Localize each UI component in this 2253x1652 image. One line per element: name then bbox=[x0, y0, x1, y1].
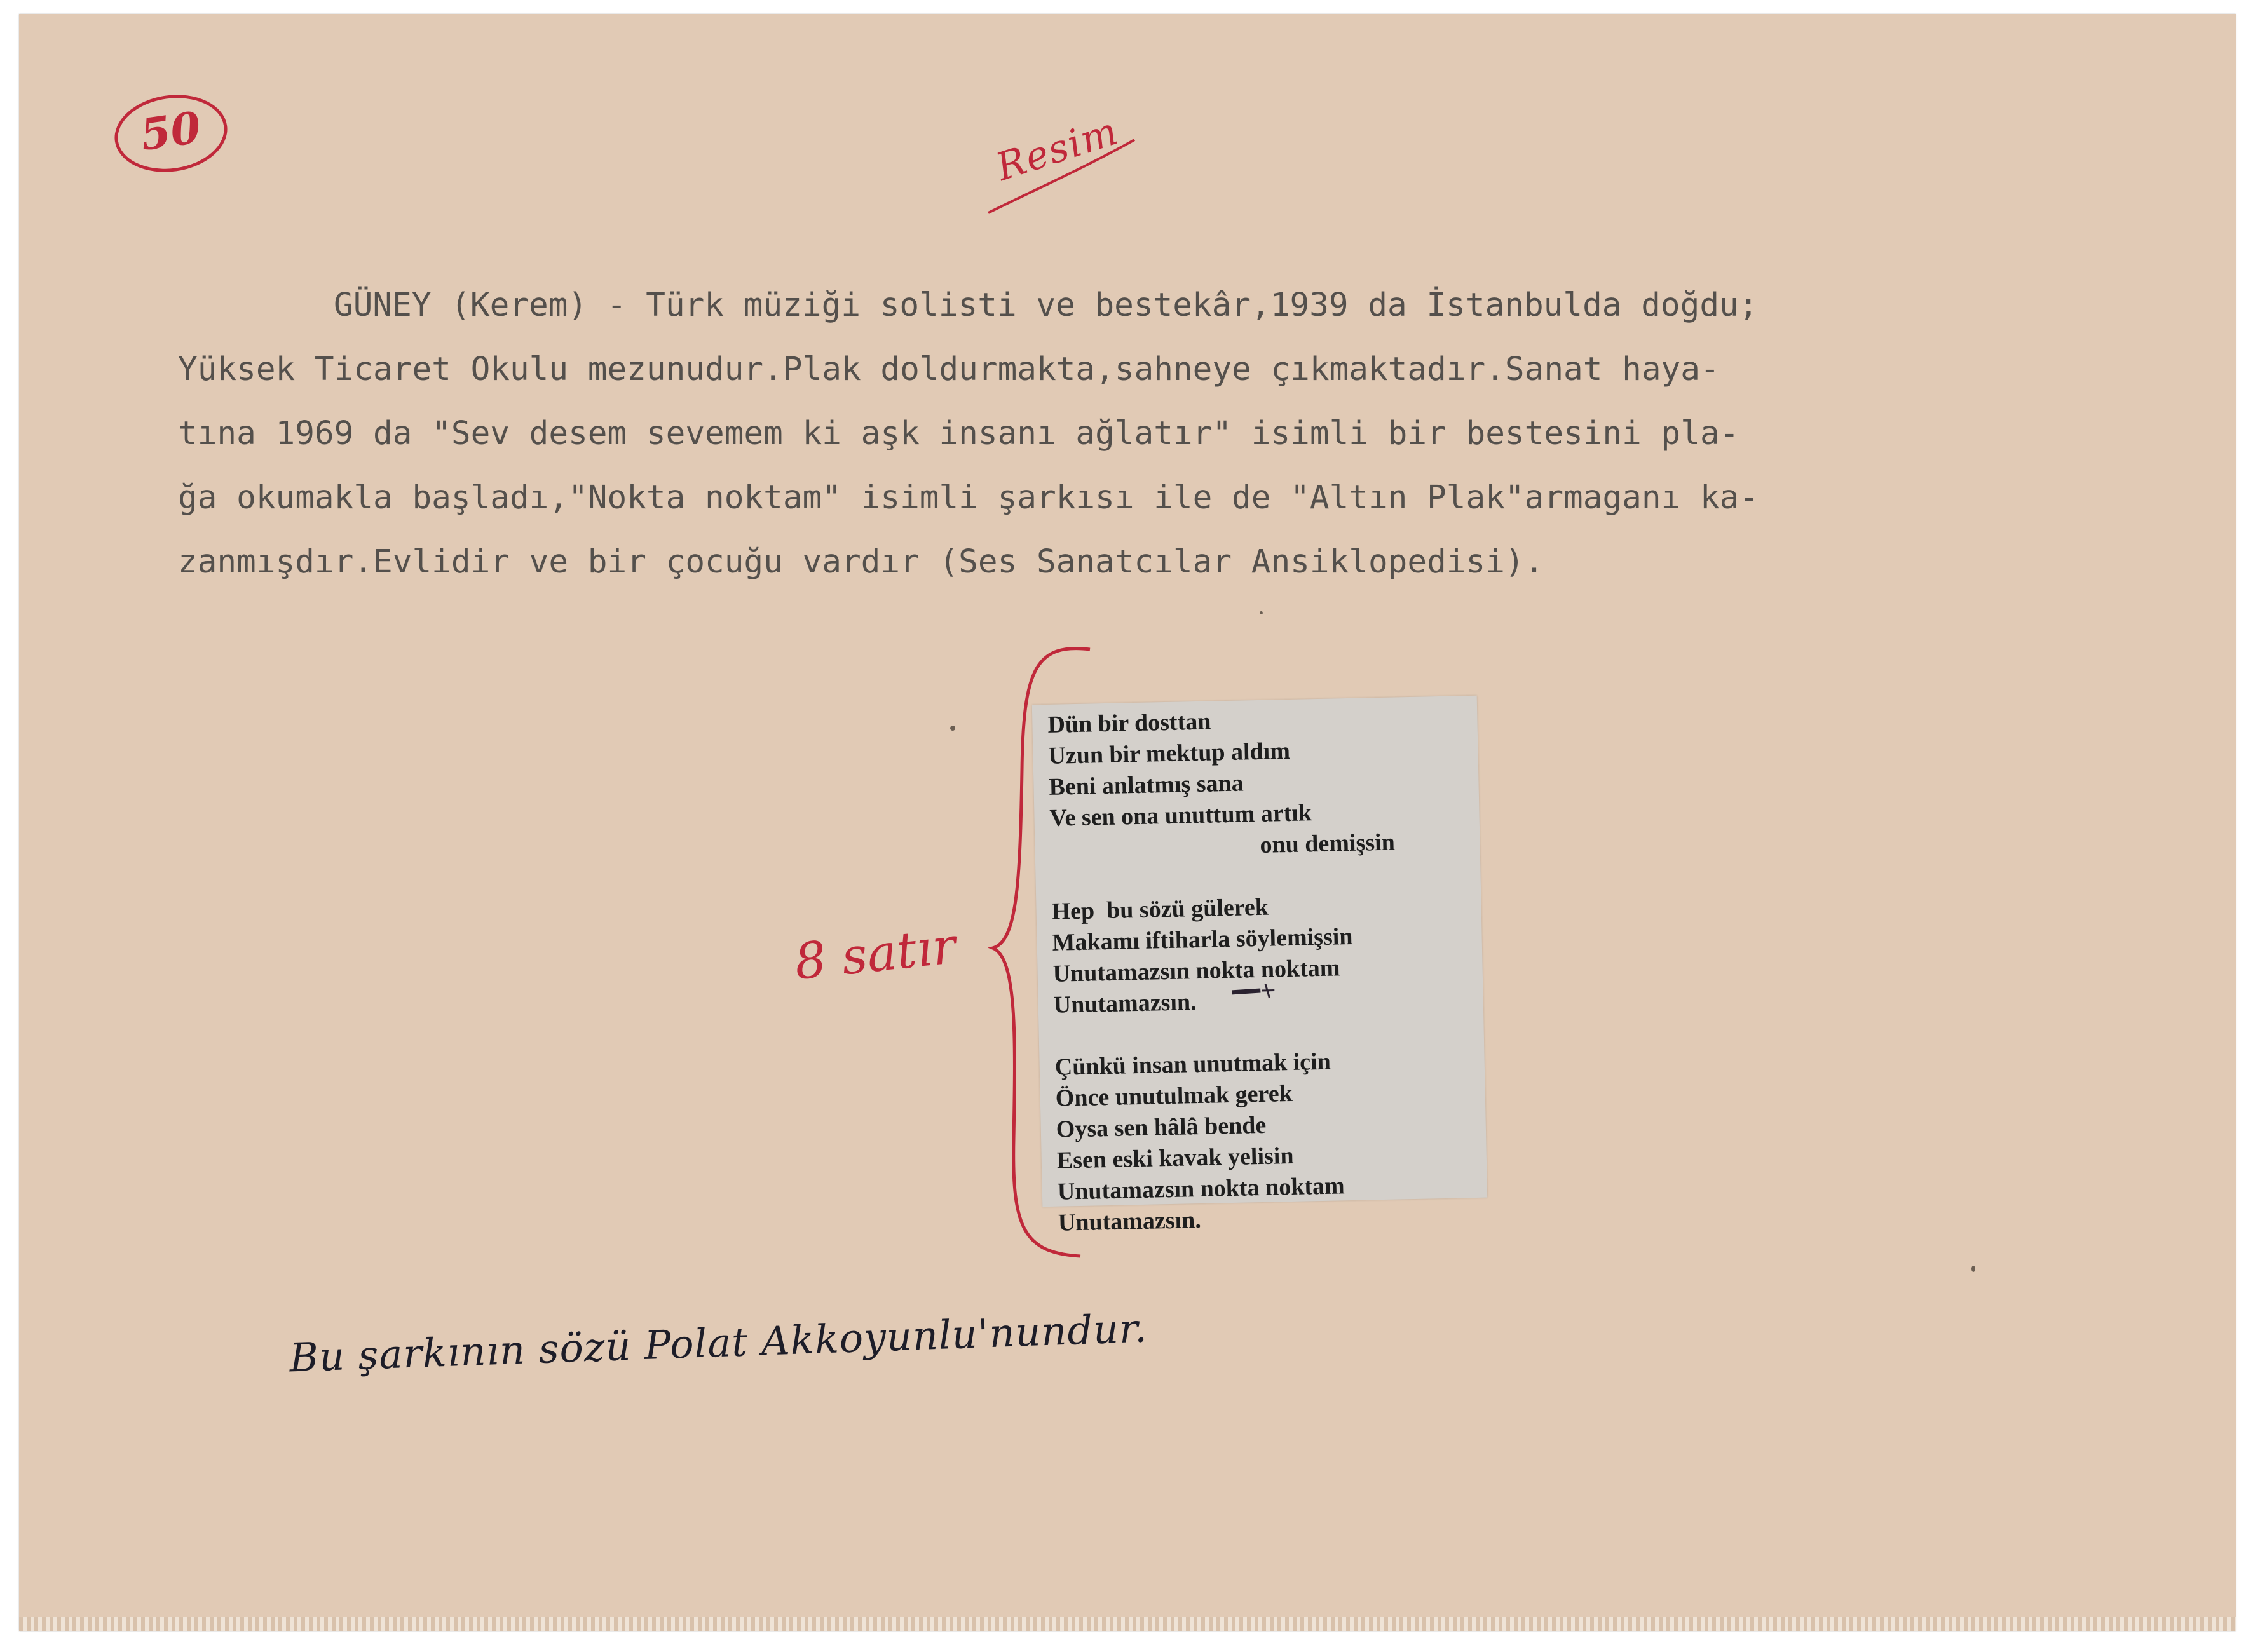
entry-line: Yüksek Ticaret Okulu mezunudur.Plak doldurmakta,sahneye çıkmaktadır.Sanat haya- bbox=[178, 351, 1720, 388]
poem-line: Önce unutulmak gerek bbox=[1055, 1080, 1293, 1112]
poem-line: Unutamazsın nokta noktam bbox=[1052, 954, 1340, 987]
editor-mark-text: Resim bbox=[991, 109, 1124, 190]
sheet-edge bbox=[19, 1617, 2236, 1631]
poem-line: Ve sen ona unuttum artık bbox=[1049, 799, 1312, 832]
editor-mark bbox=[982, 108, 1141, 222]
paper-speck bbox=[1971, 1266, 1975, 1272]
poem-line: Uzun bir mektup aldım bbox=[1048, 737, 1291, 769]
page-number: 50 bbox=[137, 102, 205, 161]
poem-line: Çünkü insan unutmak için bbox=[1054, 1048, 1331, 1081]
poem-line: onu demişsin bbox=[1260, 829, 1396, 858]
archive-sheet bbox=[19, 14, 2236, 1631]
entry-line: zanmışdır.Evlidir ve bir çocuğu vardır (Ses Sanatcılar Ansiklopedisi). bbox=[178, 543, 1544, 581]
paper-speck bbox=[950, 726, 955, 731]
poem-line: Makamı iftiharla söylemişsin bbox=[1052, 923, 1353, 956]
newspaper-clipping bbox=[1032, 696, 1487, 1236]
poem-line: Oysa sen hâlâ bende bbox=[1056, 1111, 1267, 1143]
poem-line: Hep bu sözü gülerek bbox=[1051, 893, 1269, 925]
handwritten-note: Bu şarkının sözü Polat Akkoyunlu'nundur. bbox=[289, 1304, 1148, 1381]
page-number-circle bbox=[110, 88, 233, 179]
poem-line: Dün bir dosttan bbox=[1047, 708, 1211, 738]
paper-speck bbox=[1260, 611, 1263, 614]
margin-note: 8 satır bbox=[791, 917, 959, 992]
entry-line: GÜNEY (Kerem) - Türk müziği solisti ve bestekâr,1939 da İstanbulda doğdu; bbox=[334, 287, 1759, 324]
poem-line: Unutamazsın nokta noktam bbox=[1057, 1172, 1345, 1205]
poem-line: Esen eski kavak yelisin bbox=[1056, 1142, 1294, 1174]
poem-line: Unutamazsın. bbox=[1053, 989, 1197, 1019]
poem-line: Unutamazsın. bbox=[1058, 1207, 1202, 1236]
typed-entry bbox=[178, 273, 2253, 594]
entry-line: ğa okumakla başladı,"Nokta noktam" isimli şarkısı ile de "Altın Plak"armaganı ka- bbox=[178, 479, 1759, 517]
poem-line: Beni anlatmış sana bbox=[1049, 769, 1244, 801]
entry-line: tına 1969 da "Sev desem sevemem ki aşk insanı ağlatır" isimli bir bestesini pla- bbox=[178, 415, 1739, 452]
ink-smudge bbox=[1229, 977, 1280, 1004]
poem-text bbox=[1047, 703, 1403, 1239]
editor-mark-underline bbox=[982, 108, 1141, 222]
